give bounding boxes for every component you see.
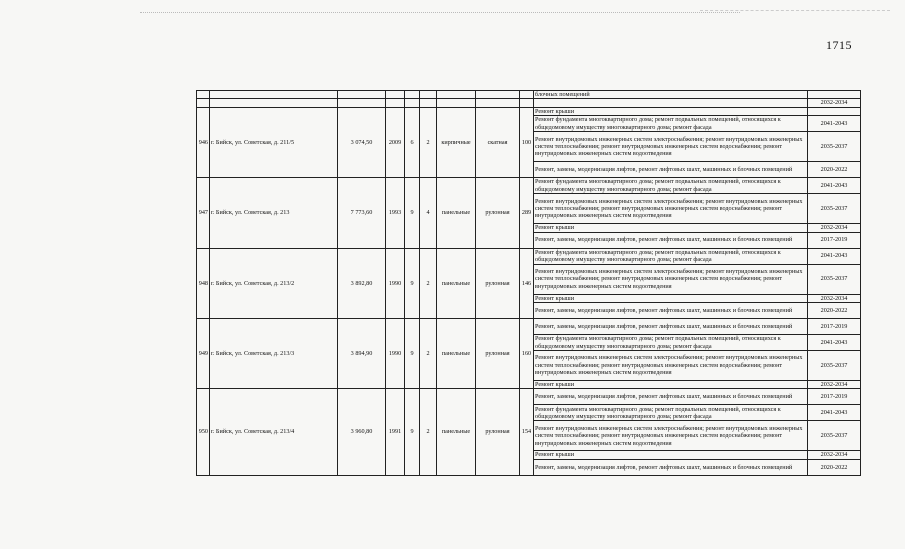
- work-period: 2035-2037: [808, 351, 861, 381]
- work-period: 2041-2043: [808, 405, 861, 421]
- work-period: 2017-2019: [808, 389, 861, 405]
- work-period: 2020-2022: [808, 459, 861, 475]
- building-year: 1990: [386, 319, 405, 389]
- building-roof-type: рулонная: [476, 178, 520, 248]
- building-wear: 146: [520, 248, 534, 318]
- table-row: [197, 389, 861, 405]
- building-wear: 154: [520, 389, 534, 475]
- building-roof-type: рулонная: [476, 319, 520, 389]
- building-area: 3 960,80: [338, 389, 386, 475]
- building-area: 7 773,60: [338, 178, 386, 248]
- work-period: 2035-2037: [808, 132, 861, 162]
- work-description: Ремонт внутридомовых инженерных систем электроснабжения; ремонт внутридомовых инженерных систем теплоснабжения; ремонт внутридомовых инженерных систем водоснабжения; ремонт внутридомовых инженерных систем водоотведения: [534, 132, 808, 162]
- page-number: 1715: [826, 38, 852, 52]
- work-period: 2032-2034: [808, 451, 861, 459]
- building-number: 947: [197, 178, 210, 248]
- building-year: 2009: [386, 107, 405, 177]
- work-period: 2041-2043: [808, 248, 861, 264]
- building-wall-material: панельные: [437, 389, 476, 475]
- building-area: 3 892,80: [338, 248, 386, 318]
- work-description: Ремонт фундамента многоквартирного дома; ремонт подвальных помещений, относящихся к общедомовому имуществу многоквартирного дома; ремонт фасада: [534, 335, 808, 351]
- building-roof-type: скатная: [476, 107, 520, 177]
- work-description: Ремонт крыши: [534, 224, 808, 232]
- work-description: Ремонт, замена, модернизация лифтов, ремонт лифтовых шахт, машинных и блочных помещений: [534, 232, 808, 248]
- work-description: Ремонт крыши: [534, 294, 808, 302]
- work-description: Ремонт фундамента многоквартирного дома; ремонт подвальных помещений, относящихся к общедомовому имуществу многоквартирного дома; ремонт фасада: [534, 405, 808, 421]
- building-floors: 9: [405, 319, 420, 389]
- building-number: 948: [197, 248, 210, 318]
- building-wear: 100: [520, 107, 534, 177]
- building-entrances: 4: [420, 178, 437, 248]
- table-row: [197, 248, 861, 264]
- building-area: 3 074,50: [338, 107, 386, 177]
- work-period: 2017-2019: [808, 319, 861, 335]
- work-description: [534, 99, 808, 107]
- building-entrances: 2: [420, 107, 437, 177]
- building-address: г. Бийск, ул. Советская, д. 213/4: [210, 389, 338, 475]
- table-row: [197, 107, 861, 115]
- building-wall-material: кирпичные: [437, 107, 476, 177]
- building-entrances: 2: [420, 389, 437, 475]
- table-row: [197, 178, 861, 194]
- work-period: 2032-2034: [808, 381, 861, 389]
- building-year: 1993: [386, 178, 405, 248]
- work-period: [808, 107, 861, 115]
- table-row: [197, 319, 861, 335]
- building-entrances: 2: [420, 248, 437, 318]
- work-description: Ремонт, замена, модернизация лифтов, ремонт лифтовых шахт, машинных и блочных помещений: [534, 389, 808, 405]
- work-description: Ремонт внутридомовых инженерных систем электроснабжения; ремонт внутридомовых инженерных систем теплоснабжения; ремонт внутридомовых инженерных систем водоснабжения; ремонт внутридомовых инженерных систем водоотведения: [534, 351, 808, 381]
- building-wall-material: панельные: [437, 178, 476, 248]
- work-description: Ремонт крыши: [534, 107, 808, 115]
- building-number: 946: [197, 107, 210, 177]
- work-description: Ремонт, замена, модернизация лифтов, ремонт лифтовых шахт, машинных и блочных помещений: [534, 319, 808, 335]
- building-wear: 289: [520, 178, 534, 248]
- work-period: 2035-2037: [808, 264, 861, 294]
- building-address: г. Бийск, ул. Советская, д. 213/3: [210, 319, 338, 389]
- work-period: 2020-2022: [808, 303, 861, 319]
- continuation-row: [197, 91, 861, 99]
- building-number: 950: [197, 389, 210, 475]
- work-description: Ремонт внутридомовых инженерных систем электроснабжения; ремонт внутридомовых инженерных систем теплоснабжения; ремонт внутридомовых инженерных систем водоснабжения; ремонт внутридомовых инженерных систем водоотведения: [534, 264, 808, 294]
- work-period: 2041-2043: [808, 116, 861, 132]
- work-description: Ремонт фундамента многоквартирного дома; ремонт подвальных помещений, относящихся к общедомовому имуществу многоквартирного дома; ремонт фасада: [534, 248, 808, 264]
- building-area: 3 894,90: [338, 319, 386, 389]
- work-description: Ремонт крыши: [534, 381, 808, 389]
- building-entrances: 2: [420, 319, 437, 389]
- building-roof-type: рулонная: [476, 389, 520, 475]
- work-period: [808, 91, 861, 99]
- building-number: 949: [197, 319, 210, 389]
- work-description: блочных помещений: [534, 91, 808, 99]
- building-address: г. Бийск, ул. Советская, д. 213/2: [210, 248, 338, 318]
- work-period: 2041-2043: [808, 178, 861, 194]
- building-wall-material: панельные: [437, 319, 476, 389]
- work-description: Ремонт, замена, модернизация лифтов, ремонт лифтовых шахт, машинных и блочных помещений: [534, 303, 808, 319]
- work-period: 2041-2043: [808, 335, 861, 351]
- work-description: Ремонт крыши: [534, 451, 808, 459]
- building-floors: 6: [405, 107, 420, 177]
- work-period: 2017-2019: [808, 232, 861, 248]
- work-description: Ремонт внутридомовых инженерных систем электроснабжения; ремонт внутридомовых инженерных систем теплоснабжения; ремонт внутридомовых инженерных систем водоснабжения; ремонт внутридомовых инженерных систем водоотведения: [534, 421, 808, 451]
- building-floors: 9: [405, 178, 420, 248]
- continuation-row: [197, 99, 861, 107]
- building-roof-type: рулонная: [476, 248, 520, 318]
- work-period: 2035-2037: [808, 194, 861, 224]
- scan-artifact-line: [700, 10, 890, 12]
- building-address: г. Бийск, ул. Советская, д. 213: [210, 178, 338, 248]
- building-wear: 160: [520, 319, 534, 389]
- work-description: Ремонт фундамента многоквартирного дома; ремонт подвальных помещений, относящихся к общедомовому имуществу многоквартирного дома; ремонт фасада: [534, 178, 808, 194]
- building-address: г. Бийск, ул. Советская, д. 211/5: [210, 107, 338, 177]
- building-year: 1991: [386, 389, 405, 475]
- work-period: 2032-2034: [808, 99, 861, 107]
- work-description: Ремонт фундамента многоквартирного дома; ремонт подвальных помещений, относящихся к общедомовому имуществу многоквартирного дома; ремонт фасада: [534, 116, 808, 132]
- building-wall-material: панельные: [437, 248, 476, 318]
- scan-artifact-line: [140, 12, 740, 14]
- building-floors: 9: [405, 248, 420, 318]
- work-description: Ремонт, замена, модернизация лифтов, ремонт лифтовых шахт, машинных и блочных помещений: [534, 459, 808, 475]
- work-period: 2032-2034: [808, 224, 861, 232]
- work-period: 2020-2022: [808, 162, 861, 178]
- capital-repair-register-table: [196, 90, 861, 476]
- work-description: Ремонт внутридомовых инженерных систем электроснабжения; ремонт внутридомовых инженерных систем теплоснабжения; ремонт внутридомовых инженерных систем водоснабжения; ремонт внутридомовых инженерных систем водоотведения: [534, 194, 808, 224]
- work-period: 2035-2037: [808, 421, 861, 451]
- work-description: Ремонт, замена, модернизация лифтов, ремонт лифтовых шахт, машинных и блочных помещений: [534, 162, 808, 178]
- building-year: 1990: [386, 248, 405, 318]
- building-floors: 9: [405, 389, 420, 475]
- work-period: 2032-2034: [808, 294, 861, 302]
